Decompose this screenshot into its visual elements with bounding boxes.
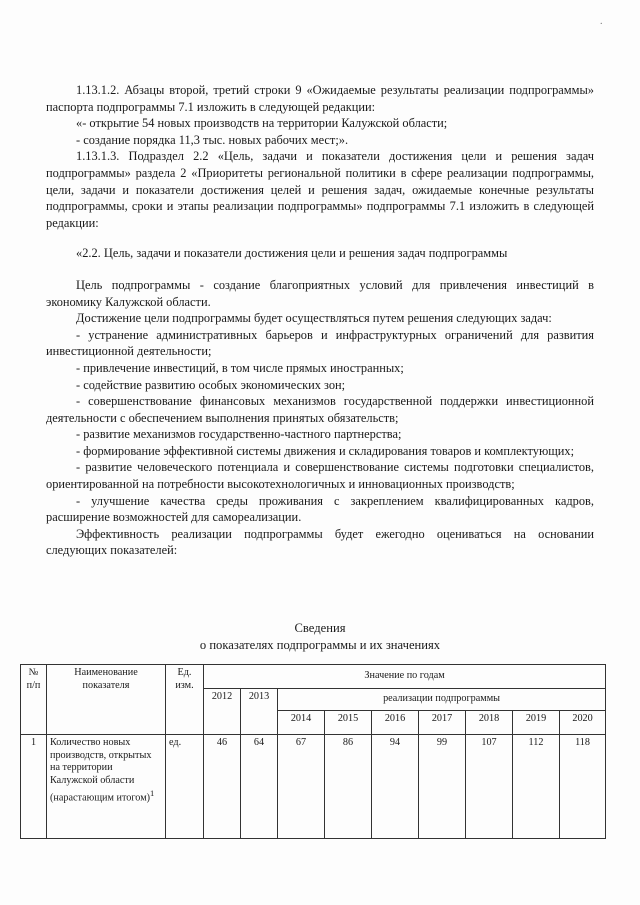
header-name: Наименование показателя	[47, 665, 166, 735]
value-cell: 64	[241, 735, 278, 839]
body-text	[46, 82, 594, 559]
row-unit: ед.	[166, 735, 204, 839]
section-heading: «2.2. Цель, задачи и показатели достижения цели и решения задач подпрограммы	[76, 246, 508, 261]
task-item: - совершенствование финансовых механизмов государственной поддержки инвестиционной деятельности с обеспечением выполнения принятых обязательств;	[46, 394, 594, 425]
paragraph-4: 1.13.1.3. Подраздел 2.2 «Цель, задачи и показатели достижения цели и решения задач подпрограммы» раздела 2 «Приоритеты региональной политики в сфере реализации подпрограммы, цели, задачи и показатели достижения целей и решения задач, ожидаемые конечные результаты подпрограммы, сроки и этапы реализации подпрограммы» подпрограммы 7.1 изложить в следующей редакции:	[46, 149, 594, 230]
row-name-text: Количество новых производств, открытых на территории Калужской области (нарастающим итогом)	[50, 737, 152, 804]
footnote-mark: 1	[150, 788, 155, 799]
paragraph-1: 1.13.1.2. Абзацы второй, третий строки 9 «Ожидаемые результаты реализации подпрограммы» паспорта подпрограммы 7.1 изложить в следующей редакции:	[46, 83, 594, 114]
paragraph-tasks-intro: Достижение цели подпрограммы будет осуществляться путем решения следующих задач:	[76, 311, 552, 326]
task-item: - содействие развитию особых экономических зон;	[76, 377, 346, 392]
task-item: - развитие человеческого потенциала и совершенствование системы подготовки специалистов, ориентированной на потребности высокотехнологичных и инновационных производств;	[46, 460, 594, 492]
row-num: 1	[21, 735, 47, 839]
scan-mark: .	[600, 16, 603, 27]
year-cell: 2019	[513, 711, 560, 735]
task-item: - привлечение инвестиций, в том числе прямых иностранных;	[76, 360, 404, 375]
year-cell: 2020	[560, 711, 606, 735]
task-item: - формирование эффективной системы движения и складирования товаров и комплектующих;	[76, 443, 575, 458]
year-cell: 2016	[372, 711, 419, 735]
year-cell: 2013	[241, 689, 278, 735]
header-values: Значение по годам	[204, 665, 606, 689]
year-cell: 2017	[419, 711, 466, 735]
value-cell: 112	[513, 735, 560, 839]
header-implementation: реализации подпрограммы	[278, 689, 606, 711]
value-cell: 67	[278, 735, 325, 839]
value-cell: 107	[466, 735, 513, 839]
paragraph-goal: Цель подпрограммы - создание благоприятных условий для привлечения инвестиций в экономику Калужской области.	[46, 277, 594, 309]
paragraph-2: «- открытие 54 новых производств на территории Калужской области;	[76, 116, 448, 131]
task-item: - развитие механизмов государственно-частного партнерства;	[76, 427, 402, 442]
year-cell: 2012	[204, 689, 241, 735]
value-cell: 94	[372, 735, 419, 839]
caption-title: Сведения	[294, 621, 346, 635]
value-cell: 118	[560, 735, 606, 839]
value-cell: 46	[204, 735, 241, 839]
value-cell: 99	[419, 735, 466, 839]
table-row	[21, 735, 606, 839]
row-name	[47, 735, 166, 839]
value-cell: 86	[325, 735, 372, 839]
task-item: - устранение административных барьеров и инфраструктурных ограничений для развития инвестиционной деятельности;	[46, 327, 594, 359]
task-item: - улучшение качества среды проживания с закреплением квалифицированных кадров, расширение возможностей для самореализации.	[46, 493, 594, 525]
table-header-row	[21, 665, 606, 689]
header-num: № п/п	[21, 665, 47, 735]
caption-subtitle: о показателях подпрограммы и их значениях	[199, 638, 441, 652]
indicators-table	[20, 664, 606, 839]
table-caption	[46, 620, 594, 654]
year-cell: 2014	[278, 711, 325, 735]
header-unit: Ед. изм.	[166, 665, 204, 735]
paragraph-3: - создание порядка 11,3 тыс. новых рабочих мест;».	[76, 132, 349, 147]
year-cell: 2015	[325, 711, 372, 735]
year-cell: 2018	[466, 711, 513, 735]
paragraph-efficiency: Эффективность реализации подпрограммы будет ежегодно оцениваться на основании следующих показателей:	[46, 526, 594, 558]
